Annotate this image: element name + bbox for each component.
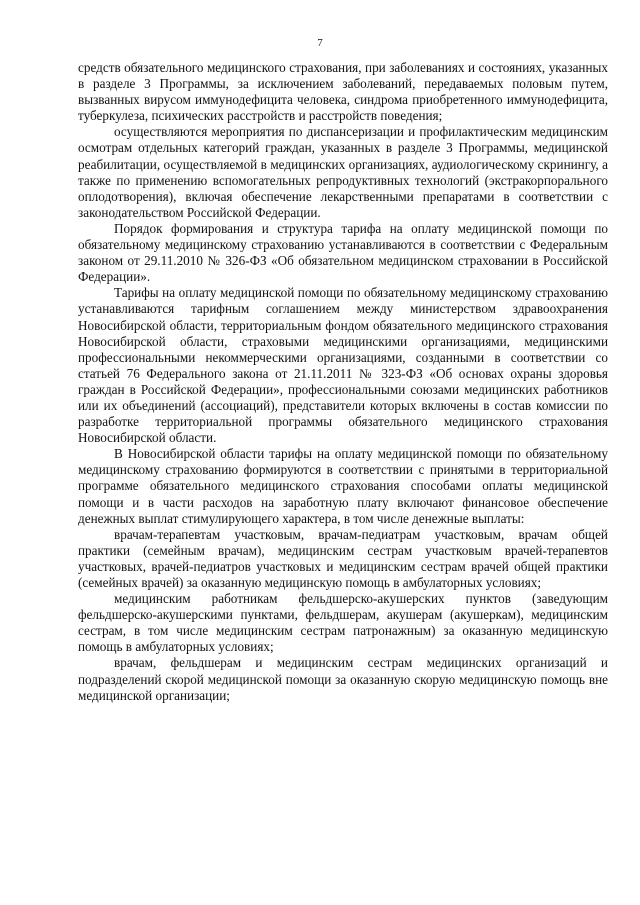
paragraph-5: В Новосибирской области тарифы на оплату медицинской помощи по обязательному медицинскому страхованию формируются в соответствии с принятыми в территориальной программе обязательного медицинского страхования способами оплаты медицинской помощи и в части расходов на заработную плату включают финансовое обеспечение денежных выплат стимулирующего характера, в том числе денежные выплаты:	[78, 446, 608, 526]
paragraph-7: медицинским работникам фельдшерско-акушерских пунктов (заведующим фельдшерско-акушерскими пунктами, фельдшерам, акушерам (акушеркам), медицинским сестрам, в том числе медицинским сестрам патронажным) за оказанную медицинскую помощь в амбулаторных условиях;	[78, 591, 608, 655]
paragraph-6: врачам-терапевтам участковым, врачам-педиатрам участковым, врачам общей практики (семейным врачам), медицинским сестрам участковым врачей-терапевтов участковых, врачей-педиатров участковых и медицинским сестрам врачей общей практики (семейных врачей) за оказанную медицинскую помощь в амбулаторных условиях;	[78, 526, 608, 590]
paragraph-1: средств обязательного медицинского страхования, при заболеваниях и состояниях, указанных в разделе 3 Программы, за исключением заболеваний, передаваемых половым путем, вызванных вирусом иммунодефицита человека, синдрома приобретенного иммунодефицита, туберкулеза, психических расстройств и расстройств поведения;	[78, 60, 608, 124]
page-number: 7	[317, 37, 323, 49]
paragraph-4: Тарифы на оплату медицинской помощи по обязательному медицинскому страхованию устанавливаются тарифным соглашением между министерством здравоохранения Новосибирской области, территориальным фондом обязательного медицинского страхования Новосибирской области, страховыми медицинскими организациями, медицинскими профессиональными некоммерческими организациями, созданными в соответствии со статьей 76 Федерального закона от 21.11.2011 № 323-ФЗ «Об основах охраны здоровья граждан в Российской Федерации», профессиональными союзами медицинских работников или их объединений (ассоциаций), представители которых включены в состав комиссии по разработке территориальной программы обязательного медицинского страхования Новосибирской области.	[78, 285, 608, 446]
document-body	[78, 60, 608, 704]
paragraph-2: осуществляются мероприятия по диспансеризации и профилактическим медицинским осмотрам отдельных категорий граждан, указанных в разделе 3 Программы, медицинской реабилитации, осуществляемой в медицинских организациях, аудиологическому скринингу, а также по применению вспомогательных репродуктивных технологий (экстракорпорального оплодотворения), включая обеспечение лекарственными препаратами в соответствии с законодательством Российской Федерации.	[78, 124, 608, 220]
paragraph-8: врачам, фельдшерам и медицинским сестрам медицинских организаций и подразделений скорой медицинской помощи за оказанную скорую медицинскую помощь вне медицинской организации;	[78, 655, 608, 703]
paragraph-3: Порядок формирования и структура тарифа на оплату медицинской помощи по обязательному медицинскому страхованию устанавливаются в соответствии с Федеральным законом от 29.11.2010 № 326-ФЗ «Об обязательном медицинском страховании в Российской Федерации».	[78, 220, 608, 285]
